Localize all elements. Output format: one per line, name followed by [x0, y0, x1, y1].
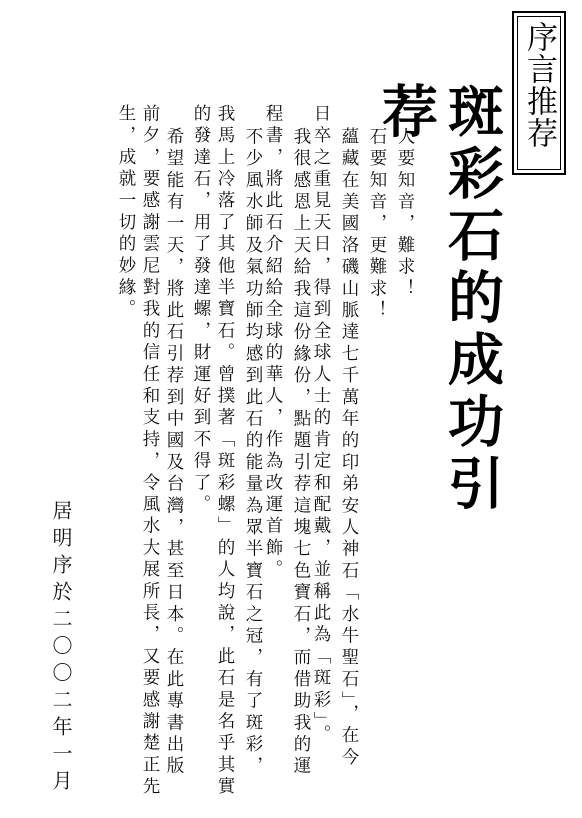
section-label-box — [512, 11, 566, 175]
text-column-4: 日卒之重見天日，得到全球人士的肯定和配戴，並稱此為「斑彩」。 — [311, 104, 331, 747]
text-column-10: 希望能有一天，將此石引荐到中國及台灣，甚至日本。在此專書出版 — [164, 127, 184, 778]
text-column-7: 不少風水師及氣功師均感到此石的能量為眾半寶石之冠，有了斑彩， — [243, 127, 263, 778]
section-label: 序言推荐 — [521, 21, 557, 149]
page-title: 斑彩石的成功引荐 — [373, 82, 504, 516]
text-column-2: 石要知音，更難求！ — [367, 127, 387, 323]
text-column-12: 生，成就一切的妙緣。 — [116, 104, 136, 321]
text-column-11: 前夕，要感謝雲尼對我的信任和支持，令風水大展所長，又要感謝楚正先 — [140, 104, 160, 799]
text-column-3: 蘊藏在美國洛磯山脈達七千萬年的印弟安人神石「水牛聖石」，在今 — [339, 127, 359, 770]
text-column-9: 的發達石，用了發達螺，財運好到不得了。 — [191, 104, 211, 517]
text-column-5: 我很感恩上天給我這份緣份，點題引荐這塊七色寶石，而借助我的運 — [291, 127, 311, 778]
text-column-8: 我馬上冷落了其他半寶石。曾撲著「斑彩螺」的人均說，此石是名乎其實 — [215, 104, 235, 799]
text-column-1: 人要知音，難求！ — [395, 127, 415, 301]
signature: 居明序於二〇〇二年一月 — [49, 500, 73, 797]
text-column-6: 程書，將此石介紹給全球的華人，作為改運首飾。 — [263, 104, 283, 582]
